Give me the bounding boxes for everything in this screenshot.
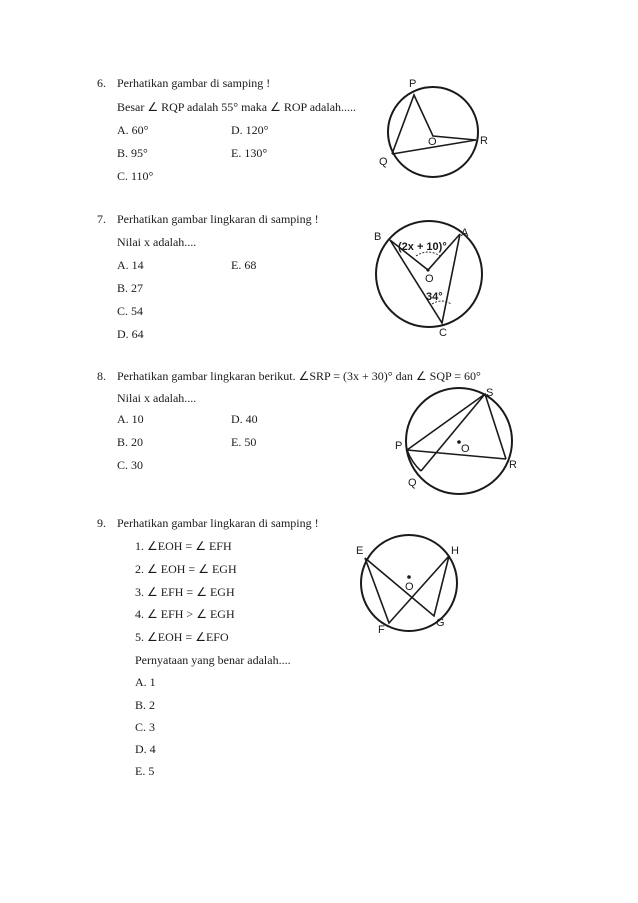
question-number: 6. <box>97 76 106 90</box>
angle-label-top: (2x + 10)° <box>398 241 447 253</box>
question-subtext: Nilai x adalah.... <box>117 235 197 249</box>
option-a[interactable]: A. 60° <box>117 123 149 137</box>
option-d[interactable]: D. 120° <box>231 123 269 137</box>
option-e[interactable]: E. 5 <box>135 764 155 778</box>
question-text: Perhatikan gambar lingkaran di samping ! <box>117 516 319 530</box>
label-p: P <box>395 440 403 452</box>
option-a[interactable]: A. 10 <box>117 412 144 426</box>
circle-figure-7 <box>362 222 492 347</box>
option-c[interactable]: C. 110° <box>117 169 154 183</box>
chord-pr <box>407 450 506 459</box>
question-number: 9. <box>97 516 106 530</box>
label-a: A <box>461 227 469 239</box>
label-f: F <box>378 624 385 636</box>
label-q: Q <box>379 156 388 168</box>
statement-1: 1. ∠EOH = ∠ EFH <box>135 539 232 553</box>
option-c[interactable]: C. 3 <box>135 720 156 734</box>
center-point <box>407 575 411 579</box>
option-b[interactable]: B. 20 <box>117 435 144 449</box>
option-b[interactable]: B. 27 <box>117 281 144 295</box>
question-subtext: Besar ∠ RQP adalah 55° maka ∠ ROP adalah..... <box>117 100 357 114</box>
option-d[interactable]: D. 4 <box>135 742 156 756</box>
option-c[interactable]: C. 30 <box>117 458 144 472</box>
option-e[interactable]: E. 50 <box>231 435 257 449</box>
option-a[interactable]: A. 1 <box>135 675 156 689</box>
option-d[interactable]: D. 40 <box>231 412 258 426</box>
circle-figure-6 <box>370 72 500 197</box>
option-d[interactable]: D. 64 <box>117 327 144 341</box>
label-s: S <box>486 387 494 399</box>
option-c[interactable]: C. 54 <box>117 304 144 318</box>
angle-label-bottom: 34° <box>426 291 443 303</box>
label-r: R <box>509 459 517 471</box>
statement-2: 2. ∠ EOH = ∠ EGH <box>135 562 237 576</box>
label-o: O <box>405 581 414 593</box>
option-a[interactable]: A. 14 <box>117 258 144 272</box>
question-text: Perhatikan gambar di samping ! <box>117 76 271 90</box>
option-b[interactable]: B. 2 <box>135 698 156 712</box>
label-o: O <box>461 443 470 455</box>
option-e[interactable]: E. 68 <box>231 258 257 272</box>
label-o: O <box>425 273 434 285</box>
circle <box>388 87 478 177</box>
label-g: G <box>436 617 445 629</box>
label-r: R <box>480 135 488 147</box>
statement-4: 4. ∠ EFH > ∠ EGH <box>135 607 235 621</box>
center-point <box>426 268 429 271</box>
label-h: H <box>451 545 459 557</box>
label-b: B <box>374 231 382 243</box>
question-subtext: Nilai x adalah.... <box>117 391 197 405</box>
question-text: Perhatikan gambar lingkaran berikut. ∠SRP = (3x + 30)° dan ∠ SQP = 60° <box>117 369 481 383</box>
statement-5: 5. ∠EOH = ∠EFO <box>135 630 229 644</box>
option-b[interactable]: B. 95° <box>117 146 148 160</box>
option-e[interactable]: E. 130° <box>231 146 268 160</box>
question-subtext: Pernyataan yang benar adalah.... <box>135 653 291 667</box>
question-number: 8. <box>97 369 106 383</box>
question-number: 7. <box>97 212 106 226</box>
statement-3: 3. ∠ EFH = ∠ EGH <box>135 585 235 599</box>
circle-figure-8 <box>392 383 527 493</box>
label-q: Q <box>408 477 417 489</box>
label-o: O <box>428 136 437 148</box>
circle-figure-9 <box>350 537 465 637</box>
label-p: P <box>409 78 417 90</box>
label-c: C <box>439 327 447 339</box>
question-text: Perhatikan gambar lingkaran di samping ! <box>117 212 319 226</box>
label-e: E <box>356 545 364 557</box>
